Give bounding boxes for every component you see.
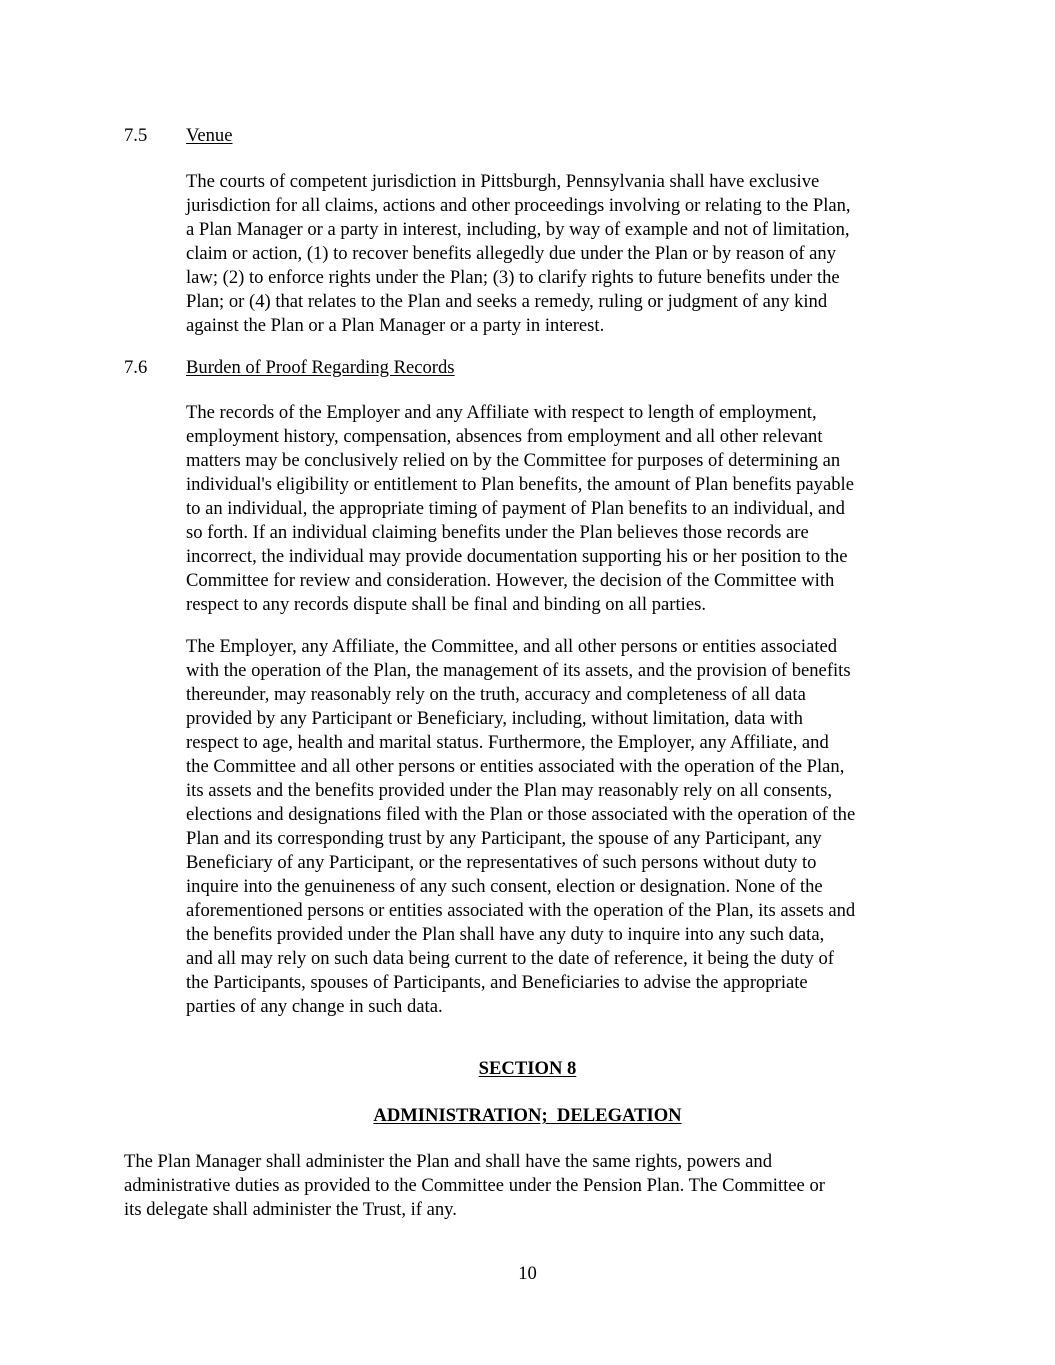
text-line: incorrect, the individual may provide documentation supporting his or her position to the [186, 546, 848, 567]
text-line: with the operation of the Plan, the management of its assets, and the provision of benefits [186, 660, 851, 681]
text-line: The courts of competent jurisdiction in Pittsburgh, Pennsylvania shall have exclusive [186, 171, 820, 192]
text-line: aforementioned persons or entities associated with the operation of the Plan, its assets and [186, 900, 856, 921]
text-line: the Committee and all other persons or entities associated with the operation of the Plan, [186, 756, 845, 777]
section-8-paragraph [124, 1150, 944, 1222]
section-7-5-heading [124, 124, 232, 148]
text-line: claim or action, (1) to recover benefits allegedly due under the Plan or by reason of any [186, 243, 837, 264]
text-line: Beneficiary of any Participant, or the representatives of such persons without duty to [186, 852, 817, 873]
section-number: 7.5 [124, 125, 148, 146]
section-7-6-paragraph-2 [186, 635, 946, 1019]
text-line: law; (2) to enforce rights under the Plan; (3) to clarify rights to future benefits under the [186, 267, 840, 288]
page-number: 10 [518, 1263, 537, 1284]
text-line: The records of the Employer and any Affiliate with respect to length of employment, [186, 402, 817, 423]
section-7-6-paragraph-1 [186, 401, 946, 617]
text-line: provided by any Participant or Beneficiary, including, without limitation, data with [186, 708, 803, 729]
text-line: employment history, compensation, absences from employment and all other relevant [186, 426, 823, 447]
section-title: Venue [186, 125, 233, 146]
text-line: individual's eligibility or entitlement to Plan benefits, the amount of Plan benefits payable [186, 474, 854, 495]
section-7-5-paragraph [186, 170, 946, 338]
text-line: the benefits provided under the Plan shall have any duty to inquire into any such data, [186, 924, 825, 945]
section-number: 7.6 [124, 357, 148, 378]
section-8-subheading: ADMINISTRATION; DELEGATION [373, 1105, 682, 1126]
text-line: respect to any records dispute shall be final and binding on all parties. [186, 594, 706, 615]
text-line: inquire into the genuineness of any such consent, election or designation. None of the [186, 876, 823, 897]
text-line: its delegate shall administer the Trust, if any. [124, 1199, 457, 1220]
text-line: its assets and the benefits provided under the Plan may reasonably rely on all consents, [186, 780, 832, 801]
text-line: so forth. If an individual claiming benefits under the Plan believes those records are [186, 522, 809, 543]
text-line: The Employer, any Affiliate, the Committee, and all other persons or entities associated [186, 636, 838, 657]
section-title: Burden of Proof Regarding Records [186, 357, 455, 378]
text-line: Committee for review and consideration. However, the decision of the Committee with [186, 570, 835, 591]
text-line: against the Plan or a Plan Manager or a party in interest. [186, 315, 605, 336]
text-line: elections and designations filed with the Plan or those associated with the operation of the [186, 804, 856, 825]
text-line: to an individual, the appropriate timing of payment of Plan benefits to an individual, and [186, 498, 845, 519]
text-line: and all may rely on such data being current to the date of reference, it being the duty of [186, 948, 834, 969]
text-line: parties of any change in such data. [186, 996, 443, 1017]
section-7-6-heading [124, 356, 455, 380]
text-line: thereunder, may reasonably rely on the truth, accuracy and completeness of all data [186, 684, 806, 705]
text-line: respect to age, health and marital status. Furthermore, the Employer, any Affiliate, and [186, 732, 829, 753]
text-line: matters may be conclusively relied on by the Committee for purposes of determining an [186, 450, 841, 471]
text-line: Plan; or (4) that relates to the Plan and seeks a remedy, ruling or judgment of any kind [186, 291, 828, 312]
text-line: the Participants, spouses of Participants, and Beneficiaries to advise the appropriate [186, 972, 808, 993]
text-line: jurisdiction for all claims, actions and other proceedings involving or relating to the Plan, [186, 195, 851, 216]
text-line: a Plan Manager or a party in interest, including, by way of example and not of limitation, [186, 219, 850, 240]
text-line: administrative duties as provided to the Committee under the Pension Plan. The Committee or [124, 1175, 825, 1196]
text-line: Plan and its corresponding trust by any Participant, the spouse of any Participant, any [186, 828, 822, 849]
text-line: The Plan Manager shall administer the Plan and shall have the same rights, powers and [124, 1151, 773, 1172]
section-8-heading: SECTION 8 [478, 1058, 577, 1079]
